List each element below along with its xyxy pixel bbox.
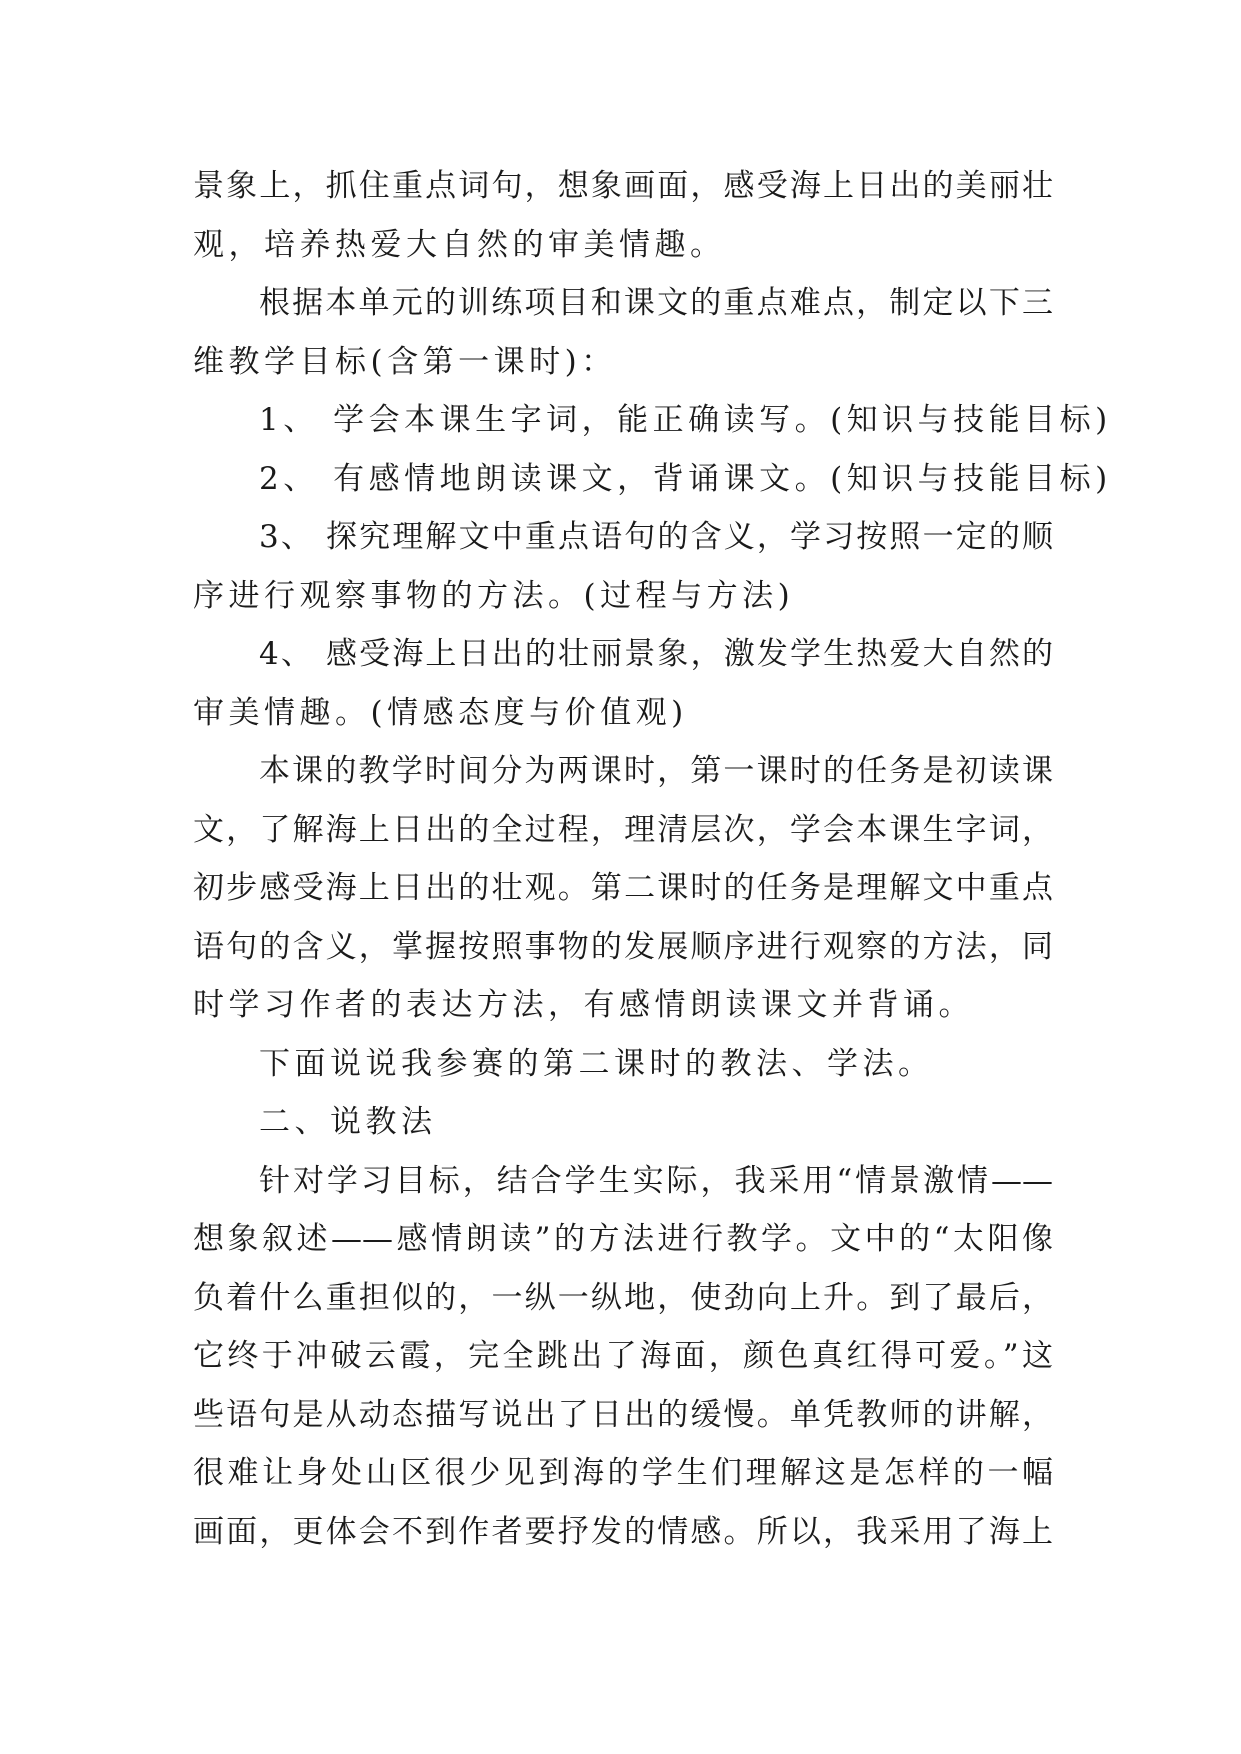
list-item: 1、 学会本课生字词，能正确读写。(知识与技能目标)	[259, 402, 1112, 438]
document-body	[193, 157, 1112, 1561]
list-item: 3、 探究理解文中重点语句的含义，学习按照一定的顺	[259, 519, 1053, 555]
text-line: 负着什么重担似的，一纵一纵地，使劲向上升。到了最后，	[193, 1279, 1053, 1316]
text-line: 维教学目标(含第一课时)：	[193, 343, 617, 380]
section-heading: 二、说教法	[259, 1104, 437, 1140]
list-item: 2、 有感情地朗读课文，背诵课文。(知识与技能目标)	[259, 460, 1112, 497]
text-line: 根据本单元的训练项目和课文的重点难点，制定以下三	[259, 285, 1053, 321]
text-line: 想象叙述——感情朗读”的方法进行教学。文中的“太阳像	[193, 1221, 1053, 1257]
list-item: 4、 感受海上日出的壮丽景象，激发学生热爱大自然的	[259, 636, 1053, 672]
text-line: 文，了解海上日出的全过程，理清层次，学会本课生字词，	[193, 811, 1053, 848]
text-line: 本课的教学时间分为两课时，第一课时的任务是初读课	[259, 753, 1053, 789]
text-line: 观，培养热爱大自然的审美情趣。	[193, 226, 726, 263]
text-line: 下面说说我参赛的第二课时的教法、学法。	[259, 1045, 934, 1082]
text-line: 语句的含义，掌握按照事物的发展顺序进行观察的方法，同	[193, 928, 1053, 965]
text-line: 它终于冲破云霞，完全跳出了海面，颜色真红得可爱。”这	[193, 1338, 1053, 1374]
text-line: 些语句是从动态描写说出了日出的缓慢。单凭教师的讲解，	[193, 1396, 1053, 1433]
text-line: 很难让身处山区很少见到海的学生们理解这是怎样的一幅	[193, 1455, 1053, 1491]
text-line: 景象上，抓住重点词句，想象画面，感受海上日出的美丽壮	[193, 168, 1053, 204]
text-line: 序进行观察事物的方法。(过程与方法)	[193, 577, 795, 614]
text-line: 画面，更体会不到作者要抒发的情感。所以，我采用了海上	[193, 1513, 1053, 1550]
text-line: 针对学习目标，结合学生实际，我采用“情景激情——	[259, 1162, 1053, 1199]
text-line: 初步感受海上日出的壮观。第二课时的任务是理解文中重点	[193, 870, 1053, 906]
text-line: 审美情趣。(情感态度与价值观)	[193, 694, 688, 731]
text-line: 时学习作者的表达方法，有感情朗读课文并背诵。	[193, 987, 974, 1023]
